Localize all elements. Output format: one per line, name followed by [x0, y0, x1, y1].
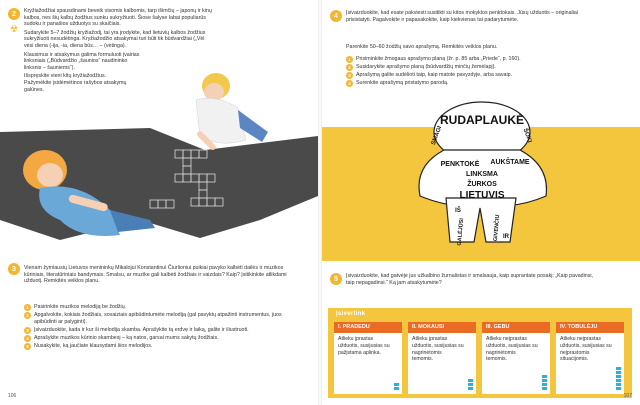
task-3-intro: Vienam žymiausių Lietuvos menininkų Mikalojui Konstantinui Čiurlioniui puikiai pavyko kalbėti dailės ir muzikos kūriniais, literatūriniais bandymais. Smalsu, ar muzike gali kalbėti žodžiais ir vaizdais? Kaip? Įsitikinkite atlikdami užduotį. Remkitės veiklos planu.	[24, 265, 287, 285]
task-4-intro: Įsivaizduokite, kad esate pakviesti susitikti su kitos mokyklos penktokais. Jūsų užduotis – originaliai prisistatyti. Pagalvokite ir papasakokite, kaip kiekvienas tai padarytumėte.	[346, 10, 578, 23]
level-text: Atlieku įprastas užduotis, susijusias su nagrinėtomis temomis.	[412, 336, 464, 363]
task-5-number: 5	[330, 273, 342, 285]
level-bars	[468, 379, 473, 390]
self-assessment-title: Įsivertink	[336, 311, 366, 317]
figure-word: IŠ	[455, 208, 461, 214]
list-item: 5 Nusakykite, ką jaučiate klausydami šios melodijos.	[24, 343, 294, 350]
list-item: 4 Surenkite aprašymą pristatymo parodą.	[346, 80, 586, 87]
level-bars	[616, 367, 621, 390]
task-2-paragraph: Išspręskite vieni kitų kryžiažodžius. Pažymėkite įsidėmėtinos rašybos atsakymų galūnes.	[24, 73, 127, 93]
level-text: Atlieku neįprastas užduotis, susijusias su nagrinėtomis temomis.	[486, 336, 538, 363]
task-2-paragraph: Klausimus ir atsakymus galima formuluoti įvairias linksniais („Būdvardžio „šaunios“ naudininko linksnis – šauniems“).	[24, 51, 140, 71]
radiation-icon: ☢	[10, 24, 19, 34]
task-4-number: 4	[330, 10, 342, 22]
level-label: II. MOKAUSI	[408, 322, 476, 333]
figure-word: RUDAPLAUKĖ	[440, 113, 524, 127]
self-assessment-panel	[328, 308, 632, 398]
figure-word: PENKTOKĖ	[440, 161, 480, 168]
figure-word: IR	[503, 234, 509, 240]
level-card	[334, 322, 402, 394]
figure-word: ŽURKOS	[467, 181, 497, 188]
level-card	[408, 322, 476, 394]
page-number: 107	[623, 393, 632, 399]
word-person-figure	[384, 92, 574, 262]
level-text: Atlieku įprastas užduotis, susijusias su pažįstama aplinka.	[338, 336, 390, 356]
level-bars	[542, 375, 547, 390]
right-page	[320, 0, 640, 405]
task-3-steps	[24, 304, 294, 351]
book-gutter	[318, 0, 322, 405]
figure-word: SMAGI	[430, 125, 444, 146]
level-text: Atlieku neįprastas užduotis, susijusias su neįprastomis situacijomis.	[560, 336, 612, 363]
level-card	[482, 322, 550, 394]
figure-word: AUKŠTAME	[490, 159, 530, 166]
level-label: IV. TOBULĖJU	[556, 322, 624, 333]
list-item: 3 Įsivaizduokite, kada ir kur ši melodija skamba. Aprašykite tą erdvę ir laiką, galite ir iliustruoti.	[24, 327, 294, 334]
task-2-number: 2	[8, 8, 20, 20]
level-label: I. PRADEDU	[334, 322, 402, 333]
list-item: 4 Aprašykite muzikos kūrinio skambesį – ką natos, garsai mums sakytų žodžiais.	[24, 335, 294, 342]
list-item: 1 Prisiminkite žmogaus aprašymo planą (žr. p. 85 arba „Priede“, p. 160).	[346, 56, 586, 63]
level-bars	[394, 383, 399, 390]
list-item: 2 Apgalvokite, kokiais žodžiais, sovaiziais apibūdintumėte melodiją (gal pavyktų atpažinti instrumentus, juos apibūdinti ar palyginti).	[24, 312, 294, 326]
task-4-steps	[346, 56, 586, 88]
figure-word: LIETUVIS	[459, 190, 505, 201]
task-2-paragraph: Kryžiažodžiai spausdinami beveik visomis kalbomis, tarp išimčių – japonų ir kinų kalbos, nes šių kalbų žodžius sunku sukryžiuoti. Šiose šalyse labai populiarūs sudoku ir panašios užduotys su skaičiais.	[24, 8, 212, 28]
task-4-sub: Parenkite 50–60 žodžių savo aprašymą. Remkitės veiklos planu.	[346, 44, 498, 50]
children-drawing-crossword-illustration	[0, 70, 320, 260]
level-label: III. GEBU	[482, 322, 550, 333]
task-2-paragraph: Sudarykite 5–7 žodžių kryžiažodį, tai yra jrodykite, kad lietuvių kalbos žodžius sukryžiuoti nesudėtinga. Kryžiažodžio atsakymai turi būti tik būdvardžiai („Vėl vėsi diena (-ija, -ia, diena būs… – (vėtinga).	[24, 29, 206, 49]
level-card	[556, 322, 624, 394]
page-number: 106	[8, 393, 17, 399]
figure-word: GIVENČIU	[492, 214, 502, 242]
list-item: 3 Aprašymą galite sudėlioti taip, kaip matote pavyzdyje, arba savaip.	[346, 72, 586, 79]
list-item: 1 Pasirinkite muzikos melodiją be žodžių.	[24, 304, 294, 311]
figure-word: ŠOKI	[521, 127, 533, 144]
list-item: 2 Susidarykite aprašymo planą (būdvardžių minčių žemėlapį).	[346, 64, 586, 71]
task-5-text: Įsivaizduokite, kad gatvėje jus užkalbino žurnalistas ir smalsauja, kaip suprantate posakį: „Kaip pavadinsi, taip nepagadinsi.“ Ką jam atsakytumėte?	[346, 273, 594, 286]
task-3-number: 3	[8, 263, 20, 275]
figure-word: LINKSMA	[466, 171, 498, 178]
figure-word: GALĖJŪSI	[456, 217, 466, 246]
